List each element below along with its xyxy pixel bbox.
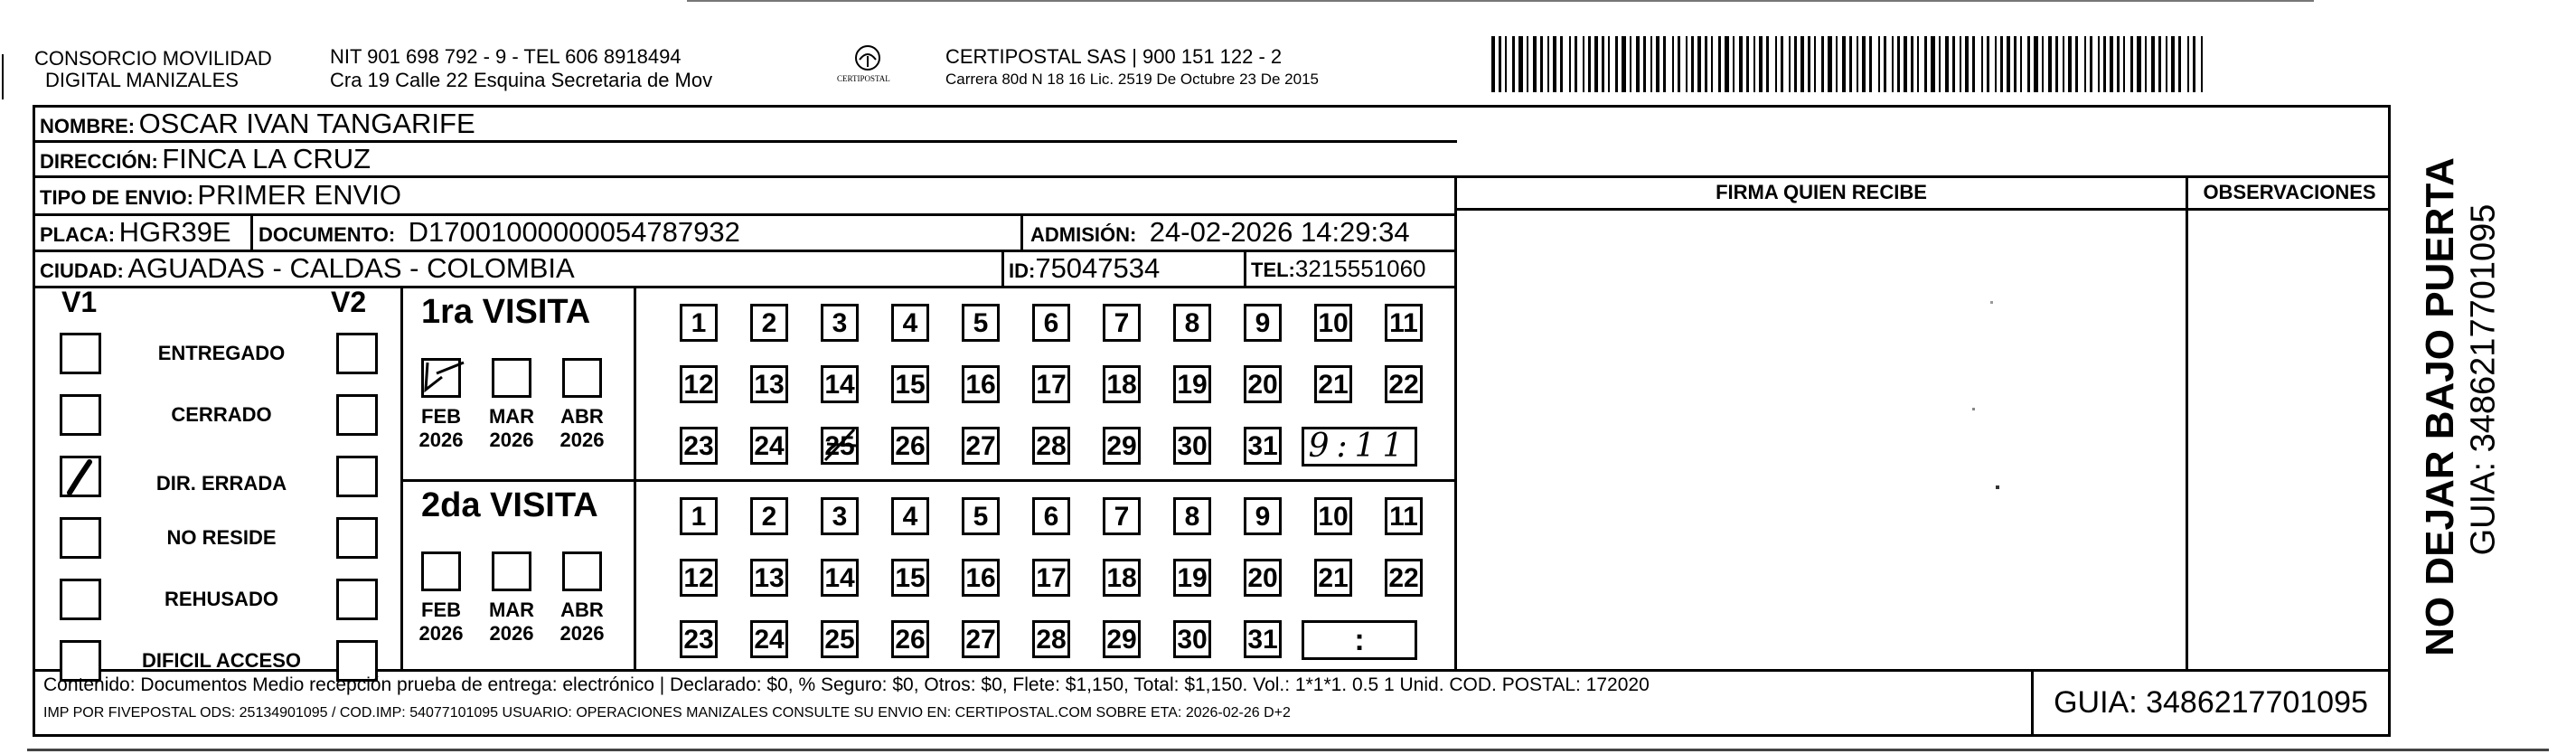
barcode-bar xyxy=(1878,36,1880,92)
check-mark-icon xyxy=(62,458,99,495)
barcode-bar xyxy=(2178,36,2181,92)
barcode-bar xyxy=(1691,36,1694,92)
barcode-bar xyxy=(2166,36,2167,92)
barcode-bar xyxy=(1650,36,1652,92)
day-box[interactable]: 30 xyxy=(1173,427,1211,465)
barcode-bar xyxy=(1491,36,1495,92)
placa-divider xyxy=(250,213,253,250)
day-box[interactable]: 20 xyxy=(1244,559,1282,597)
nombre-value: OSCAR IVAN TANGARIFE xyxy=(138,108,475,139)
barcode-bar xyxy=(1808,36,1810,92)
day-box[interactable]: 3 xyxy=(821,304,859,342)
day-box[interactable]: 7 xyxy=(1103,497,1141,535)
barcode-bar xyxy=(1622,36,1626,92)
top-cut-line xyxy=(687,0,2314,2)
month-year: 2026 xyxy=(559,622,605,645)
day-box[interactable]: 13 xyxy=(750,365,788,403)
barcode-bar xyxy=(1789,36,1791,92)
v2-checkbox[interactable] xyxy=(336,333,378,374)
barcode-bar xyxy=(1836,36,1838,92)
barcode-bar xyxy=(2098,36,2100,92)
day-box[interactable]: 22 xyxy=(1385,559,1423,597)
barcode-bar xyxy=(2042,36,2044,92)
barcode-bar xyxy=(1602,36,1604,92)
day-box[interactable]: 2 xyxy=(750,304,788,342)
day-box[interactable]: 27 xyxy=(962,620,1000,658)
v1-checkbox[interactable] xyxy=(60,579,101,620)
barcode-bar xyxy=(1849,36,1852,92)
day-box[interactable]: 4 xyxy=(891,304,929,342)
day-box[interactable]: 23 xyxy=(680,427,718,465)
barcode-bar xyxy=(2063,36,2064,92)
barcode-bar xyxy=(1686,36,1688,92)
barcode-bar xyxy=(1663,36,1666,92)
day-box[interactable]: 25 xyxy=(821,620,859,658)
nombre-label: NOMBRE: xyxy=(40,115,136,137)
side-guia: GUIA: 3486217701095 xyxy=(2464,203,2503,556)
time-value: 9:11 xyxy=(1308,428,1411,465)
day-box[interactable]: 5 xyxy=(962,497,1000,535)
barcode-bar xyxy=(1533,36,1537,92)
barcode-bar xyxy=(1594,36,1598,92)
v2-checkbox[interactable] xyxy=(336,579,378,620)
day-box[interactable]: 1 xyxy=(680,304,718,342)
ciudad-label: CIUDAD: xyxy=(40,259,124,282)
barcode-bar xyxy=(1945,36,1949,92)
visit-title: 1ra VISITA xyxy=(421,293,591,331)
day-box[interactable]: 21 xyxy=(1314,365,1352,403)
barcode-bar xyxy=(1672,36,1674,92)
barcode-bar xyxy=(1733,36,1735,92)
barcode-bar xyxy=(2117,36,2120,92)
left-edge-mark xyxy=(2,54,4,99)
day-box[interactable]: 11 xyxy=(1385,304,1423,342)
barcode-bar xyxy=(1857,36,1858,92)
month-label xyxy=(414,405,468,452)
carrier-line: CERTIPOSTAL SAS | 900 151 122 - 2 xyxy=(945,45,1283,68)
barcode-bar xyxy=(1630,36,1631,92)
barcode-bar xyxy=(1821,36,1824,92)
tel-cell xyxy=(1251,250,1426,292)
barcode-bar xyxy=(1512,36,1515,92)
day-box[interactable]: 25 xyxy=(821,427,859,465)
month-name: MAR xyxy=(488,598,535,621)
tipo-value: PRIMER ENVIO xyxy=(197,179,402,211)
barcode-bar xyxy=(2034,36,2038,92)
day-box[interactable]: 9 xyxy=(1244,497,1282,535)
barcode-bar xyxy=(1518,36,1523,92)
month-checkbox[interactable] xyxy=(421,551,461,591)
month-label xyxy=(555,405,609,452)
signature-area xyxy=(1457,211,2186,669)
barcode-bar xyxy=(1897,36,1900,92)
day-box[interactable]: 27 xyxy=(962,427,1000,465)
speck xyxy=(1990,301,1993,304)
day-box[interactable]: 24 xyxy=(750,427,788,465)
day-box[interactable]: 16 xyxy=(962,559,1000,597)
day-box[interactable]: 8 xyxy=(1173,497,1211,535)
day-box[interactable]: 6 xyxy=(1032,304,1070,342)
barcode-bar xyxy=(1656,36,1659,92)
barcode-bar xyxy=(1615,36,1618,92)
company-name-line1: CONSORCIO MOVILIDAD xyxy=(34,47,272,70)
status-label: REHUSADO xyxy=(165,588,278,610)
barcode-bar xyxy=(1766,36,1769,92)
v2-checkbox[interactable] xyxy=(336,394,378,436)
time-value: : xyxy=(1354,623,1365,657)
day-box[interactable]: 18 xyxy=(1103,365,1141,403)
barcode-bar xyxy=(1499,36,1501,92)
day-box[interactable]: 29 xyxy=(1103,620,1141,658)
day-box[interactable]: 11 xyxy=(1385,497,1423,535)
day-box[interactable]: 5 xyxy=(962,304,1000,342)
id-divider xyxy=(1244,250,1246,286)
month-checkbox[interactable] xyxy=(421,358,461,398)
barcode-bar xyxy=(1828,36,1832,92)
barcode-bar xyxy=(1939,36,1941,92)
day-box[interactable]: 18 xyxy=(1103,559,1141,597)
v1-checkbox[interactable] xyxy=(60,333,101,374)
v2-checkbox[interactable] xyxy=(336,517,378,559)
id-cell xyxy=(1009,250,1160,293)
status-divider xyxy=(400,286,403,669)
observaciones-divider xyxy=(2186,175,2188,669)
month-checkbox[interactable] xyxy=(562,551,602,591)
barcode-bar xyxy=(1746,36,1749,92)
barcode-bar xyxy=(1794,36,1797,92)
barcode-bar xyxy=(1588,36,1591,92)
v1-checkbox[interactable] xyxy=(60,517,101,559)
barcode-bar xyxy=(1800,36,1804,92)
day-box[interactable]: 28 xyxy=(1032,620,1070,658)
barcode-bar xyxy=(1987,36,1989,92)
barcode-bar xyxy=(2158,36,2161,92)
day-box[interactable]: 7 xyxy=(1103,304,1141,342)
id-value: 75047534 xyxy=(1035,252,1161,284)
visit-divider xyxy=(400,479,1457,482)
barcode-bar xyxy=(1608,36,1610,92)
day-box[interactable]: 12 xyxy=(680,365,718,403)
barcode-bar xyxy=(1575,36,1577,92)
day-box[interactable]: 4 xyxy=(891,497,929,535)
tipo-label: TIPO DE ENVIO: xyxy=(40,186,193,209)
barcode-bar xyxy=(2068,36,2072,92)
ciudad-value: AGUADAS - CALDAS - COLOMBIA xyxy=(127,252,575,284)
barcode-bar xyxy=(1560,36,1563,92)
day-box[interactable]: 20 xyxy=(1244,365,1282,403)
barcode-bar xyxy=(1553,36,1556,92)
barcode-bar xyxy=(1960,36,1961,92)
direccion-label: DIRECCIÓN: xyxy=(40,150,158,173)
barcode-bar xyxy=(1505,36,1507,92)
month-checkbox[interactable] xyxy=(562,358,602,398)
barcode-bar xyxy=(2201,36,2203,92)
month-year: 2026 xyxy=(559,429,605,451)
day-box[interactable]: 10 xyxy=(1314,497,1352,535)
barcode-bar xyxy=(1775,36,1777,92)
day-box[interactable]: 8 xyxy=(1173,304,1211,342)
barcode-bar xyxy=(2084,36,2086,92)
day-box[interactable]: 23 xyxy=(680,620,718,658)
barcode-bar xyxy=(2145,36,2147,92)
month-name: FEB xyxy=(421,405,461,428)
logo-icon xyxy=(832,42,904,92)
day-box[interactable]: 15 xyxy=(891,365,929,403)
id-label: ID: xyxy=(1009,259,1036,282)
barcode-bar xyxy=(2151,36,2155,92)
barcode-bar xyxy=(1583,36,1584,92)
month-name: MAR xyxy=(488,405,535,428)
contenido-text: Contenido: Documentos Medio recepción prueba de entrega: electrónico | Declarado: $0, % Seguro: $0, Otros: $0, Flete: $1,150, Total: $1,150. Vol.: 1*1*1. 0.5 1 Unid. COD. POSTAL: 172020 xyxy=(43,674,1650,695)
status-label: DIR. ERRADA xyxy=(155,472,287,495)
barcode-bar xyxy=(2020,36,2022,92)
month-label xyxy=(414,598,468,646)
day-box[interactable]: 17 xyxy=(1032,559,1070,597)
bottom-cut-line xyxy=(27,749,2549,751)
day-box[interactable]: 1 xyxy=(680,497,718,535)
barcode-bar xyxy=(1636,36,1640,92)
barcode-bar xyxy=(1678,36,1680,92)
barcode-bar xyxy=(2075,36,2078,92)
barcode-bar xyxy=(2110,36,2113,92)
day-box[interactable]: 3 xyxy=(821,497,859,535)
placa-label: PLACA: xyxy=(40,223,116,246)
day-box[interactable]: 12 xyxy=(680,559,718,597)
time-box[interactable] xyxy=(1302,620,1417,660)
barcode-bar xyxy=(1981,36,1983,92)
month-name: FEB xyxy=(421,598,461,621)
barcode-bar xyxy=(2027,36,2030,92)
barcode-bar xyxy=(2171,36,2175,92)
barcode-bar xyxy=(1540,36,1543,92)
logo-text: CERTIPOSTAL xyxy=(837,74,890,83)
month-year: 2026 xyxy=(489,622,534,645)
barcode-bar xyxy=(2000,36,2003,92)
v1-checkbox[interactable] xyxy=(60,394,101,436)
tel-value: 3215551060 xyxy=(1294,255,1426,282)
barcode-bar xyxy=(1725,36,1729,92)
barcode-bar xyxy=(1739,36,1743,92)
barcode-bar xyxy=(1711,36,1713,92)
barcode-bar xyxy=(1643,36,1646,92)
footer-guia: GUIA: 3486217701095 xyxy=(2054,685,2368,720)
day-box[interactable]: 19 xyxy=(1173,559,1211,597)
barcode-bar xyxy=(2187,36,2189,92)
day-box[interactable]: 26 xyxy=(891,620,929,658)
day-box[interactable]: 24 xyxy=(750,620,788,658)
day-box[interactable]: 15 xyxy=(891,559,929,597)
barcode-bar xyxy=(2130,36,2133,92)
barcode-bar xyxy=(1697,36,1701,92)
barcode-bar xyxy=(1952,36,1955,92)
documento-divider xyxy=(1020,213,1023,250)
nit-line: NIT 901 698 792 - 9 - TEL 606 8918494 xyxy=(330,45,682,68)
barcode-bar xyxy=(1814,36,1816,92)
barcode-bar xyxy=(2103,36,2106,92)
firma-label: FIRMA QUIEN RECIBE xyxy=(1716,181,1927,203)
visit-title: 2da VISITA xyxy=(421,486,598,524)
direccion-value: FINCA LA CRUZ xyxy=(162,143,371,174)
barcode-bar xyxy=(1781,36,1783,92)
barcode-bar xyxy=(2137,36,2141,92)
certipostal-logo xyxy=(832,42,904,92)
admision-label: ADMISIÓN: xyxy=(1030,223,1137,246)
time-box[interactable] xyxy=(1302,427,1417,467)
day-box[interactable]: 6 xyxy=(1032,497,1070,535)
barcode-bar xyxy=(1753,36,1755,92)
barcode-bar xyxy=(2007,36,2010,92)
month-checkbox[interactable] xyxy=(492,551,531,591)
month-checkbox[interactable] xyxy=(492,358,531,398)
day-box[interactable]: 2 xyxy=(750,497,788,535)
strike-icon xyxy=(818,424,863,469)
barcode-bar xyxy=(1842,36,1846,92)
barcode-bar xyxy=(1527,36,1528,92)
barcode-bar xyxy=(1705,36,1707,92)
barcode-bar xyxy=(1892,36,1894,92)
barcode-bar xyxy=(1965,36,1969,92)
barcode-bar xyxy=(1547,36,1549,92)
month-year: 2026 xyxy=(418,429,464,451)
day-box[interactable]: 30 xyxy=(1173,620,1211,658)
mark-icon xyxy=(418,355,473,395)
status-label: CERRADO xyxy=(171,403,272,426)
month-label xyxy=(484,598,539,646)
side-warning: NO DEJAR BAJO PUERTA xyxy=(2418,157,2462,656)
barcode-bar xyxy=(2014,36,2017,92)
speck xyxy=(1972,408,1975,410)
month-name: ABR xyxy=(560,598,604,621)
admision-value: 24-02-2026 14:29:34 xyxy=(1149,216,1410,248)
day-box[interactable]: 31 xyxy=(1244,427,1282,465)
ciudad-divider xyxy=(1001,250,1004,286)
day-box[interactable]: 28 xyxy=(1032,427,1070,465)
barcode-bar xyxy=(1917,36,1919,92)
status-label: DIFICIL ACCESO xyxy=(141,649,301,672)
day-box[interactable]: 13 xyxy=(750,559,788,597)
barcode-bar xyxy=(2193,36,2195,92)
day-box[interactable]: 29 xyxy=(1103,427,1141,465)
month-label xyxy=(555,598,609,646)
barcode-bar xyxy=(2090,36,2092,92)
barcode xyxy=(1491,36,2210,92)
tipo-row xyxy=(40,175,401,213)
barcode-bar xyxy=(1924,36,1927,92)
barcode-bar xyxy=(1884,36,1886,92)
day-box[interactable]: 10 xyxy=(1314,304,1352,342)
status-label: ENTREGADO xyxy=(157,342,286,364)
v2-header: V2 xyxy=(331,286,367,318)
speck xyxy=(1996,485,1999,489)
month-label xyxy=(484,405,539,452)
nombre-row xyxy=(40,105,475,140)
barcode-bar xyxy=(1569,36,1571,92)
documento-label: DOCUMENTO: xyxy=(259,223,396,246)
day-box[interactable]: 22 xyxy=(1385,365,1423,403)
documento-value: D17001000000054787932 xyxy=(408,216,740,248)
day-box[interactable]: 9 xyxy=(1244,304,1282,342)
carrier-license: Carrera 80d N 18 16 Lic. 2519 De Octubre 23 De 2015 xyxy=(945,71,1319,88)
company-name-line2: DIGITAL MANIZALES xyxy=(45,69,239,91)
barcode-bar xyxy=(1931,36,1935,92)
day-box[interactable]: 19 xyxy=(1173,365,1211,403)
barcode-bar xyxy=(1718,36,1721,92)
v2-checkbox[interactable] xyxy=(336,456,378,497)
barcode-bar xyxy=(1759,36,1763,92)
status-label: NO RESIDE xyxy=(166,526,277,549)
day-box[interactable]: 16 xyxy=(962,365,1000,403)
v1-checkbox[interactable] xyxy=(60,456,101,497)
barcode-bar xyxy=(1911,36,1913,92)
barcode-bar xyxy=(1995,36,1997,92)
address-line: Cra 19 Calle 22 Esquina Secretaria de Mov xyxy=(330,69,713,91)
imp-text: IMP POR FIVEPOSTAL ODS: 25134901095 / COD.IMP: 54077101095 USUARIO: OPERACIONES MANIZALES CONSULTE SU ENVIO EN: CERTIPOSTAL.COM SOBRE ETA: 2026-02-26 D+2 xyxy=(43,705,1291,721)
month-year: 2026 xyxy=(489,429,534,451)
months-divider xyxy=(634,286,636,669)
barcode-bar xyxy=(1869,36,1872,92)
day-box[interactable]: 21 xyxy=(1314,559,1352,597)
tel-label: TEL: xyxy=(1251,259,1295,281)
day-box[interactable]: 26 xyxy=(891,427,929,465)
v1-header: V1 xyxy=(61,286,98,318)
barcode-bar xyxy=(1972,36,1975,92)
barcode-bar xyxy=(1904,36,1907,92)
day-box[interactable]: 31 xyxy=(1244,620,1282,658)
observaciones-label: OBSERVACIONES xyxy=(2203,181,2376,203)
barcode-bar xyxy=(2055,36,2058,92)
day-box[interactable]: 14 xyxy=(821,559,859,597)
day-box[interactable]: 17 xyxy=(1032,365,1070,403)
month-name: ABR xyxy=(560,405,604,428)
month-year: 2026 xyxy=(418,622,464,645)
direccion-row xyxy=(40,140,371,175)
ciudad-cell xyxy=(40,250,575,293)
barcode-bar xyxy=(1862,36,1866,92)
barcode-bar xyxy=(2048,36,2052,92)
day-box[interactable]: 14 xyxy=(821,365,859,403)
barcode-bar xyxy=(2123,36,2125,92)
placa-value: HGR39E xyxy=(118,216,231,248)
